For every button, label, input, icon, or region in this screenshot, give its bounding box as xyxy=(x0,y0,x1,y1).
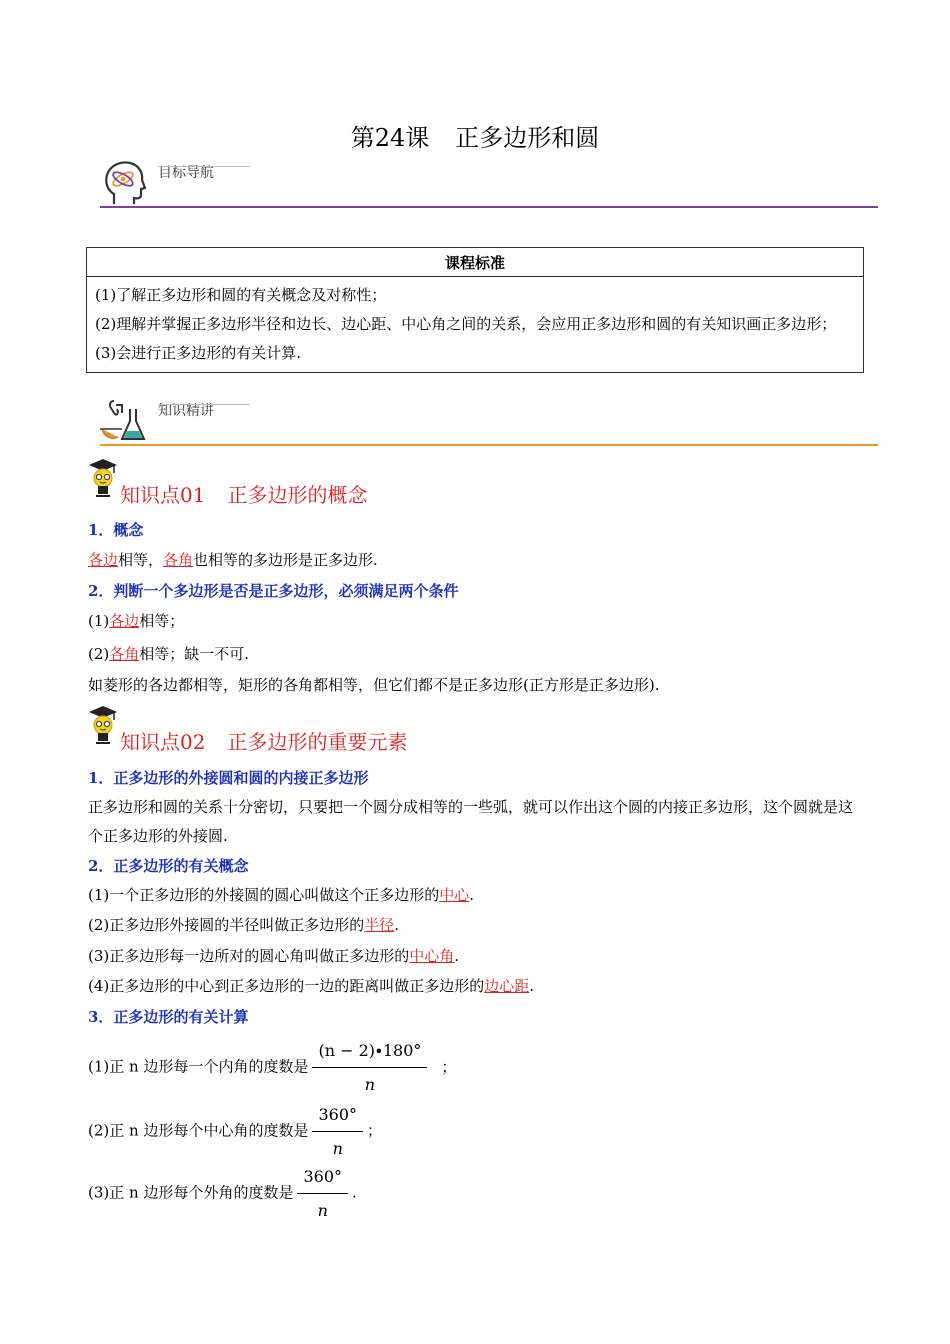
kp2-formula-interior-angle xyxy=(88,1036,456,1099)
kp1-title-text: 正多边形的概念 xyxy=(227,483,368,507)
fraction-exterior-angle xyxy=(297,1162,348,1225)
fraction-denominator: n xyxy=(312,1067,427,1099)
kp2-title xyxy=(120,726,407,755)
text-run: (2)正 n 边形每个中心角的度数是 xyxy=(88,1121,309,1140)
fraction-denominator: n xyxy=(312,1131,363,1163)
kp2-title-text: 正多边形的重要元素 xyxy=(227,730,408,754)
text-run: (3)正 n 边形每个外角的度数是 xyxy=(88,1183,294,1202)
lesson-topic: 正多边形和圆 xyxy=(455,124,600,152)
knowledge-nav-divider xyxy=(100,444,878,446)
text-run: . xyxy=(469,886,475,904)
text-run: 相等， xyxy=(118,551,164,569)
text-run: . xyxy=(394,916,400,934)
kp1-condition-1 xyxy=(88,607,184,636)
kp2-formula-exterior-angle xyxy=(88,1162,357,1225)
fraction-numerator: (n − 2)∙180° xyxy=(318,1041,422,1060)
kp2-def-central-angle xyxy=(88,942,459,971)
standard-item: (1)了解正多边形和圆的有关概念及对称性； xyxy=(95,286,387,304)
text-run: 相等；缺一不可. xyxy=(139,645,250,663)
kp1-note: 如菱形的各边都相等，矩形的各角都相等，但它们都不是正多边形(正方形是正多边形). xyxy=(88,676,660,694)
page-title xyxy=(0,118,950,153)
lesson-number: 第24课 xyxy=(350,124,430,152)
kp2-heading-concepts: 2．正多边形的有关概念 xyxy=(88,857,249,875)
kp2-def-apothem xyxy=(88,972,534,1001)
kp2-def-center xyxy=(88,881,474,910)
answer-blank: 各边 xyxy=(109,612,140,630)
fraction-numerator: 360° xyxy=(303,1167,342,1186)
standard-item: (2)理解并掌握正多边形半径和边长、边心距、中心角之间的关系，会应用正多边形和圆的有关知识画正多边形； xyxy=(95,315,837,333)
text-run: . xyxy=(352,1183,357,1202)
answer-blank: 各角 xyxy=(109,645,140,663)
kp1-definition xyxy=(88,546,378,575)
answer-blank: 各角 xyxy=(163,551,194,569)
kp1-title-number: 知识点01 xyxy=(120,483,206,507)
course-standard-table xyxy=(86,247,864,373)
head-brain-icon xyxy=(102,160,146,206)
course-standard-header: 课程标准 xyxy=(87,248,864,277)
goal-nav-divider xyxy=(100,206,878,208)
kp2-heading-calculation: 3．正多边形的有关计算 xyxy=(88,1008,249,1026)
fraction-denominator: n xyxy=(297,1193,348,1225)
goal-nav-underline xyxy=(158,166,250,167)
kp1-title xyxy=(120,479,367,508)
text-run: . xyxy=(454,947,460,965)
kp2-def-radius xyxy=(88,911,399,940)
text-run: (2)正多边形外接圆的半径叫做正多边形的 xyxy=(88,916,365,934)
text-run: (4)正多边形的中心到正多边形的一边的距离叫做正多边形的 xyxy=(88,977,485,995)
text-run: (1) xyxy=(88,612,110,630)
text-run: ； xyxy=(367,1121,383,1140)
course-standard-body xyxy=(87,277,864,373)
answer-blank: 各边 xyxy=(88,551,119,569)
standard-item: (3)会进行正多边形的有关计算. xyxy=(95,344,302,362)
knowledge-nav-underline xyxy=(158,404,250,405)
goal-nav-label: 目标导航 xyxy=(158,165,214,181)
fraction-interior-angle xyxy=(312,1036,427,1099)
knowledge-nav-label: 知识精讲 xyxy=(158,403,214,419)
kp2-heading-circumcircle: 1．正多边形的外接圆和圆的内接正多边形 xyxy=(88,769,369,787)
text-run: (3)正多边形每一边所对的圆心角叫做正多边形的 xyxy=(88,947,410,965)
graduate-mascot-icon xyxy=(86,703,120,745)
kp1-heading-concept: 1．概念 xyxy=(88,521,144,539)
answer-blank: 半径 xyxy=(364,916,395,934)
fraction-central-angle xyxy=(312,1100,363,1163)
kp2-circumcircle-text: 正多边形和圆的关系十分密切，只要把一个圆分成相等的一些弧，就可以作出这个圆的内接正多边形，这个圆就是这个正多边形的外接圆. xyxy=(88,798,854,845)
text-run: ； xyxy=(441,1057,457,1076)
answer-blank: 中心角 xyxy=(409,947,455,965)
text-run: (1)一个正多边形的外接圆的圆心叫做这个正多边形的 xyxy=(88,886,440,904)
answer-blank: 中心 xyxy=(439,886,470,904)
kp1-heading-judge: 2．判断一个多边形是否是正多边形，必须满足两个条件 xyxy=(88,582,459,600)
kp2-formula-central-angle xyxy=(88,1100,382,1163)
text-run: . xyxy=(529,977,535,995)
text-run: 也相等的多边形是正多边形. xyxy=(193,551,378,569)
kp1-condition-2 xyxy=(88,640,249,669)
lab-flask-icon xyxy=(100,399,146,443)
fraction-numerator: 360° xyxy=(318,1105,357,1124)
answer-blank: 边心距 xyxy=(484,977,530,995)
kp2-title-number: 知识点02 xyxy=(120,730,206,754)
graduate-mascot-icon xyxy=(86,456,120,498)
text-run: (2) xyxy=(88,645,110,663)
text-run: (1)正 n 边形每一个内角的度数是 xyxy=(88,1057,309,1076)
text-run: 相等； xyxy=(139,612,185,630)
